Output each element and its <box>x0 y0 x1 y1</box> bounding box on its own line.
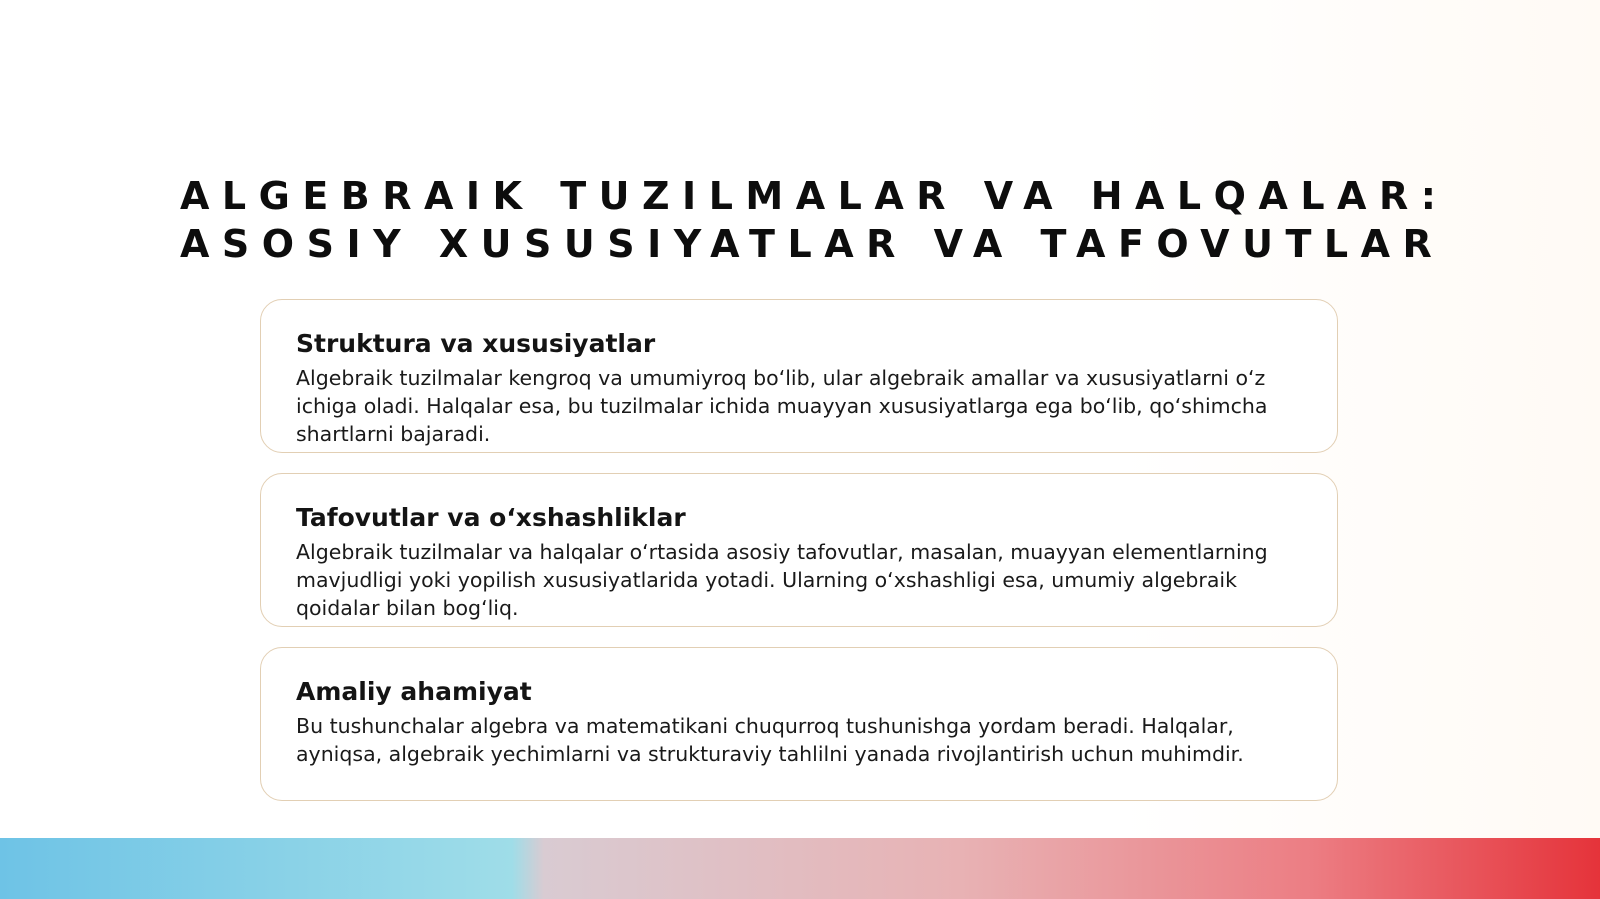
slide-title-line-1: ALGEBRAIK TUZILMALAR VA HALQALAR: <box>180 174 1449 218</box>
card-heading: Tafovutlar va o‘xshashliklar <box>296 503 686 532</box>
footer-gradient-bar <box>0 838 1600 899</box>
card-practical-importance <box>260 647 1338 801</box>
card-text: Algebraik tuzilmalar kengroq va umumiyroq bo‘lib, ular algebraik amallar va xususiyatlarni o‘z ichiga oladi. Halqalar esa, bu tuzilmalar ichida muayyan xususiyatlarga ega bo‘lib, qo‘shimcha shartlarni bajaradi. <box>296 366 1268 446</box>
card-text: Algebraik tuzilmalar va halqalar o‘rtasida asosiy tafovutlar, masalan, muayyan elementlarning mavjudligi yoki yopilish xususiyatlarida yotadi. Ularning o‘xshashligi esa, umumiy algebraik qoidalar bilan bog‘liq. <box>296 540 1268 620</box>
card-heading: Amaliy ahamiyat <box>296 677 532 706</box>
card-text: Bu tushunchalar algebra va matematikani chuqurroq tushunishga yordam beradi. Halqalar, ayniqsa, algebraik yechimlarni va strukturaviy tahlilni yanada rivojlantirish uchun muhimdir. <box>296 714 1244 766</box>
slide-title-line-2: ASOSIY XUSUSIYATLAR VA TAFOVUTLAR <box>180 222 1445 266</box>
card-differences <box>260 473 1338 627</box>
card-heading: Struktura va xususiyatlar <box>296 329 656 358</box>
slide-title <box>180 172 1480 268</box>
card-structure <box>260 299 1338 453</box>
